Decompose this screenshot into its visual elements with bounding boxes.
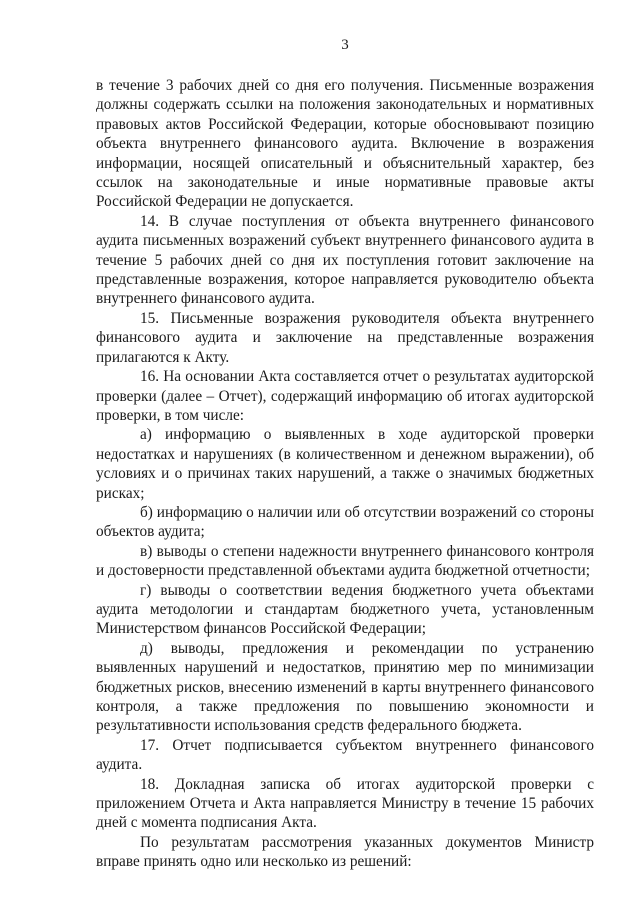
paragraph-16-b: б) информацию о наличии или об отсутствии возражений со стороны объектов аудита;	[96, 503, 594, 541]
paragraph-16-a: а) информацию о выявленных в ходе аудиторской проверки недостатках и нарушениях (в количественном и денежном выражении), об условиях и о причинах таких нарушений, а также о значимых бюджетных рисках;	[96, 426, 594, 502]
paragraph-16: 16. На основании Акта составляется отчет о результатах аудиторской проверки (далее – Отчет), содержащий информацию об итогах аудиторской проверки, в том числе:	[96, 368, 594, 424]
paragraph-17: 17. Отчет подписывается субъектом внутреннего финансового аудита.	[96, 736, 594, 774]
paragraph-16-v: в) выводы о степени надежности внутреннего финансового контроля и достоверности представленной объектами аудита бюджетной отчетности;	[96, 542, 594, 580]
paragraph-continuation: в течение 3 рабочих дней со дня его получения. Письменные возражения должны содержать ссылки на положения законодательных и нормативных правовых актов Российской Федерации, которые обосновывают позицию объекта внутреннего финансового аудита. Включение в возражения информации, носящей описательный и объяснительный характер, без ссылок на законодательные и иные нормативные правовые акты Российской Федерации не допускается.	[96, 77, 594, 211]
paragraph-18: 18. Докладная записка об итогах аудиторской проверки с приложением Отчета и Акта направляется Министру в течение 15 рабочих дней с момента подписания Акта.	[96, 775, 594, 832]
paragraph-15: 15. Письменные возражения руководителя объекта внутреннего финансового аудита и заключение на представленные возражения прилагаются к Акту.	[96, 309, 594, 366]
page-number: 3	[341, 37, 349, 53]
paragraph-16-d: д) выводы, предложения и рекомендации по устранению выявленных нарушений и недостатков, принятию мер по минимизации бюджетных рисков, внесению изменений в карты внутреннего финансового контроля, а также предложения по повышению экономности и результативности использования средств федерального бюджета.	[96, 639, 594, 735]
paragraph-decisions: По результатам рассмотрения указанных документов Министр вправе принять одно или несколько из решений:	[96, 833, 594, 871]
paragraph-16-g: г) выводы о соответствии ведения бюджетного учета объектами аудита методологии и стандартам бюджетного учета, установленным Министерством финансов Российской Федерации;	[96, 581, 594, 638]
paragraph-14: 14. В случае поступления от объекта внутреннего финансового аудита письменных возражений субъект внутреннего финансового аудита в течение 5 рабочих дней со дня их поступления готовит заключение на представленные возражения, которое направляется руководителю объекта внутреннего финансового аудита.	[96, 212, 594, 308]
